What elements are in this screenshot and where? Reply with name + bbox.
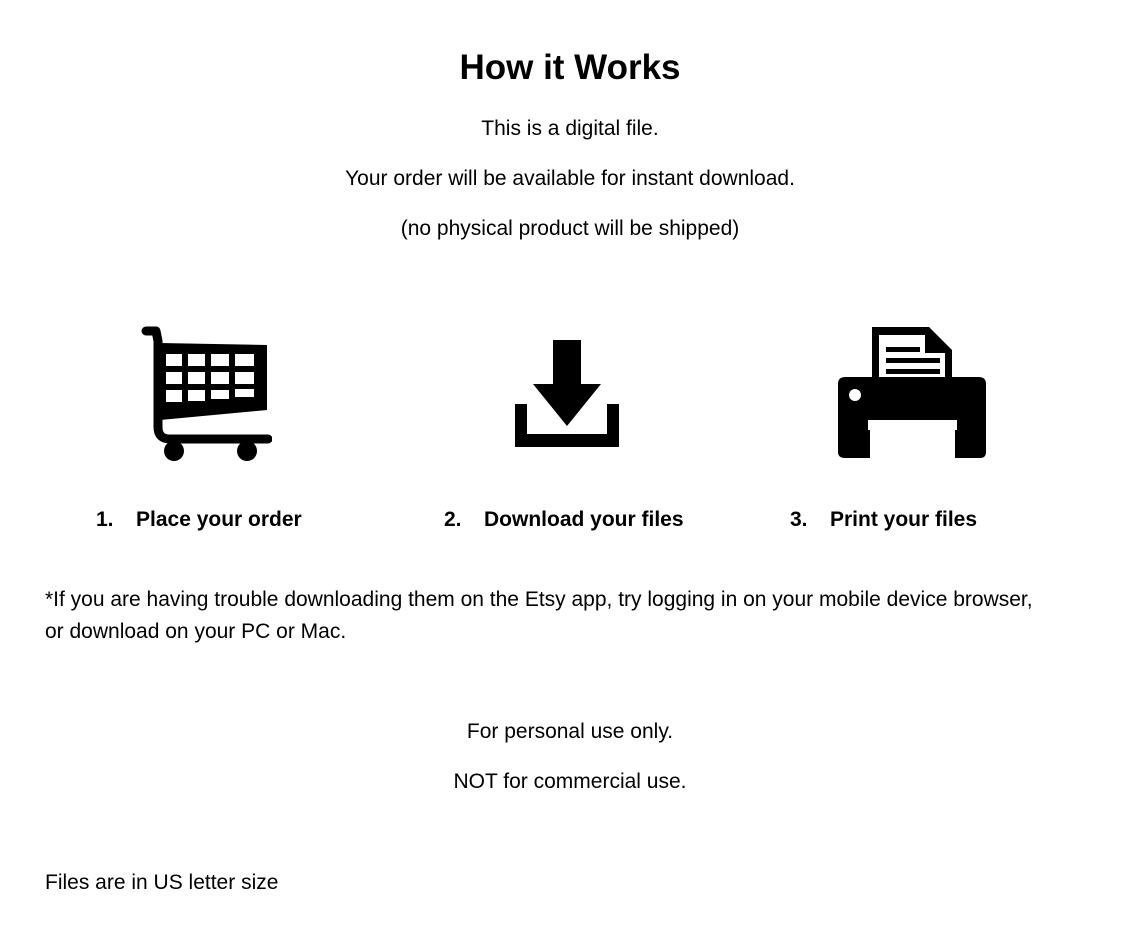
step-label: Print your files xyxy=(830,508,978,531)
file-size-note: Files are in US letter size xyxy=(45,871,279,894)
step-download-files xyxy=(444,506,684,534)
personal-use-notice: For personal use only. xyxy=(466,720,674,743)
page-title: How it Works xyxy=(459,48,681,87)
step-label: Download your files xyxy=(484,508,684,531)
step-place-order xyxy=(96,506,302,534)
step-label: Place your order xyxy=(136,508,302,531)
download-trouble-note: *If you are having trouble downloading them on the Etsy app, try logging in on your mobile device browser, or download on your PC or Mac. xyxy=(45,588,1033,643)
commercial-use-notice: NOT for commercial use. xyxy=(453,770,687,793)
intro-line-digital-file: This is a digital file. xyxy=(481,117,659,140)
download-icon xyxy=(511,336,623,452)
intro-line-instant-download: Your order will be available for instant download. xyxy=(345,167,795,190)
step-number: 1. xyxy=(96,508,114,531)
intro-line-no-shipping: (no physical product will be shipped) xyxy=(400,217,740,240)
step-number: 2. xyxy=(444,508,462,531)
step-print-files xyxy=(790,506,977,534)
step-number: 3. xyxy=(790,508,808,531)
shopping-cart-icon xyxy=(140,323,272,465)
printer-icon xyxy=(835,323,989,463)
